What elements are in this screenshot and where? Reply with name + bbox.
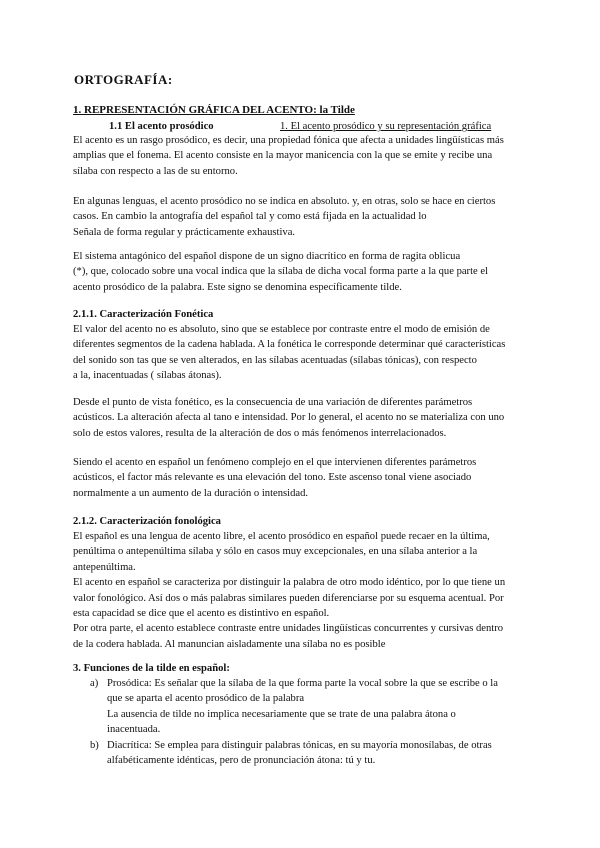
text-line: diferentes segmentos de la cadena hablada. A la fonética le corresponde determinar qué características <box>73 339 506 351</box>
text-line: casos. En cambio la antografía del español tal y como está fijada en la actualidad lo <box>73 211 427 223</box>
text-line: El valor del acento no es absoluto, sino que se establece por contraste entre el modo de emisión de <box>73 324 490 335</box>
list-item <box>73 676 533 738</box>
document-title: ORTOGRAFÍA: <box>74 72 173 87</box>
list-marker: a) <box>90 678 99 689</box>
text-line: de la codera hablada. Al manuncian aisladamente una sílaba no es posible <box>73 638 386 650</box>
text-line: Siendo el acento en español un fenómeno complejo en el que intervienen diferentes parámetros <box>73 457 477 468</box>
paragraph-7 <box>73 529 533 652</box>
text-line: a la, inacentuadas ( sílabas átonas). <box>73 370 222 382</box>
heading-2-1-2: 2.1.2. Caracterización fonológica <box>73 516 221 527</box>
paragraph-6 <box>73 455 533 501</box>
heading-2-1-1: 2.1.1. Caracterización Fonética <box>73 309 214 320</box>
text-line: alfabéticamente idénticas, pero de pronunciación átona: tú y tu. <box>107 755 376 767</box>
text-line: La ausencia de tilde no implica necesariamente que se trate de una palabra átona o <box>107 708 456 720</box>
text-line: acento prosódico de la palabra. Este signo se denomina específicamente tilde. <box>73 281 402 293</box>
text-line: El acento es un rasgo prosódico, es decir, una propiedad fónica que afecta a unidades lingüísticas más <box>73 135 504 146</box>
subsection-1-1-title: 1.1 El acento prosódico <box>109 121 214 132</box>
text-line: que se aparta el acento prosódico de la palabra <box>107 693 305 705</box>
text-line: Prosódica: Es señalar que la sílaba de la que forma parte la vocal sobre la que se escribe o la <box>107 678 498 689</box>
text-line: normalmente a un aumento de la duración o intensidad. <box>73 487 309 499</box>
text-line: solo de estos valores, resulta de la alteración de dos o más fenómenos interrelacionados. <box>73 427 447 439</box>
text-line: penúltima o antepenúltima sílaba y sólo en casos muy excepcionales, en una sílaba anterior a la <box>73 546 478 558</box>
text-line: del sonido son tas que se ven alterados, en las sílabas acentuadas (sílabas tónicas), con respecto <box>73 354 477 366</box>
list-marker: b) <box>90 739 99 751</box>
text-line: El acento en español se caracteriza por distinguir la palabra de otro modo idéntico, por lo que tiene un <box>73 577 506 589</box>
functions-list <box>73 676 533 768</box>
heading-3: 3. Funciones de la tilde en español: <box>73 663 230 674</box>
paragraph-5 <box>73 395 533 441</box>
text-line: El español es una lengua de acento libre, el acento prosódico en español puede recaer en la última, <box>73 531 490 542</box>
paragraph-2 <box>73 194 533 240</box>
text-line: valor fonológico. Así dos o más palabras similares pueden diferenciarse por su esquema acentual. Por <box>73 592 504 604</box>
text-line: sílaba con respecto a las de su entorno. <box>73 165 238 177</box>
text-line: En algunas lenguas, el acento prosódico no se indica en absoluto. y, en otras, solo se hace en ciertos <box>73 196 496 207</box>
text-line: acústicos. La alteración afecta al tano e intensidad. Por lo general, el acento no se materializa con uno <box>73 412 505 424</box>
text-line: Desde el punto de vista fonético, es la consecuencia de una variación de diferentes parámetros <box>73 397 473 408</box>
section-1-title: 1. REPRESENTACIÓN GRÁFICA DEL ACENTO: la Tilde <box>73 104 355 116</box>
text-line: El sistema antagónico del español dispone de un signo diacrítico en forma de ragita oblicua <box>73 251 461 262</box>
subsection-1-1-alt-title: 1. El acento prosódico y su representación gráfica <box>280 121 492 132</box>
text-line: acústicos, el factor más relevante es una elevación del tono. Este ascenso tonal viene asociado <box>73 472 472 484</box>
text-line: (*), que, colocado sobre una vocal indica que la sílaba de dicha vocal forma parte a la que parte el <box>73 266 489 278</box>
text-line: Señala de forma regular y prácticamente exhaustiva. <box>73 226 296 238</box>
text-line: esta capacidad se dice que el acento es distintivo en español. <box>73 608 330 620</box>
text-line: Diacrítica: Se emplea para distinguir palabras tónicas, en su mayoría monosílabas, de otras <box>107 739 492 751</box>
paragraph-3 <box>73 249 533 295</box>
text-line: Por otra parte, el acento establece contraste entre unidades lingüísticas concurrentes y cursivas dentro <box>73 623 504 635</box>
paragraph-1 <box>73 133 533 179</box>
list-item <box>73 738 533 769</box>
text-line: antepenúltima. <box>73 561 136 573</box>
text-line: amplias que el fonema. El acento consiste en la mayor manicencia con la que se emite y recibe una <box>73 150 493 162</box>
text-line: inacentuada. <box>107 724 161 736</box>
paragraph-4 <box>73 322 533 384</box>
